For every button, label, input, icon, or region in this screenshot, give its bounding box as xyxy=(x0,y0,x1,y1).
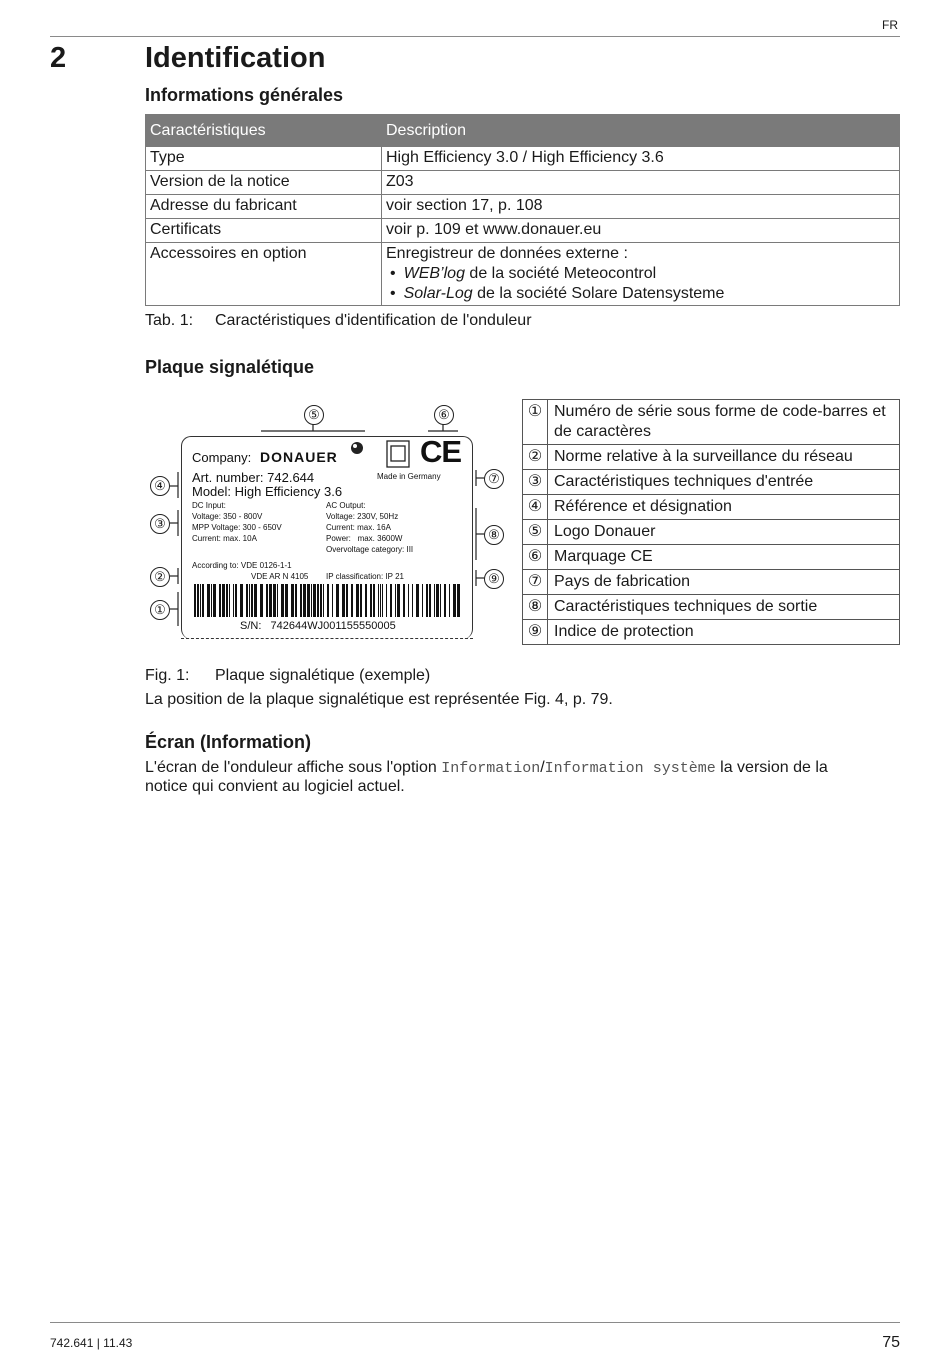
barcode-bar xyxy=(397,584,400,617)
legend-row xyxy=(523,445,900,470)
table-cell: voir section 17, p. 108 xyxy=(382,195,900,219)
paragraph-text: la version de la xyxy=(715,759,828,776)
barcode-bar xyxy=(444,584,446,617)
legend-row xyxy=(523,470,900,495)
barcode-bar xyxy=(436,584,439,617)
barcode-bar xyxy=(378,584,379,617)
general-info-heading: Informations générales xyxy=(145,85,344,105)
table-cell: Type xyxy=(146,147,382,171)
legend-row xyxy=(523,495,900,520)
legend-table xyxy=(522,399,900,645)
ip-class: IP classification: IP 21 xyxy=(326,572,404,581)
barcode-bar xyxy=(277,584,278,617)
barcode-bar xyxy=(269,584,272,617)
legend-text: Numéro de série sous forme de code-barres et de caractères xyxy=(548,400,900,445)
product-vendor: de la société Meteocontrol xyxy=(464,265,657,282)
barcode-bar xyxy=(213,584,216,617)
according-to: According to: VDE 0126-1-1 xyxy=(192,561,292,570)
serial-number: S/N: 742644WJ001155550005 xyxy=(240,620,396,632)
donauer-logo: DONAUER xyxy=(260,449,338,465)
ce-mark-icon: CE xyxy=(420,434,462,469)
barcode-bar xyxy=(327,584,329,617)
legend-number: ② xyxy=(523,445,548,470)
barcode-bar xyxy=(408,584,409,617)
path-separator: / xyxy=(540,759,545,776)
barcode-bar xyxy=(380,584,381,617)
made-in: Made in Germany xyxy=(377,472,441,481)
legend-row xyxy=(523,570,900,595)
legend-text: Logo Donauer xyxy=(548,520,900,545)
callout-7: ⑦ xyxy=(484,469,504,489)
legend-text: Indice de protection xyxy=(548,620,900,645)
ac-voltage: Voltage: 230V, 50Hz xyxy=(326,512,399,521)
callout-8: ⑧ xyxy=(484,525,504,545)
legend-number: ④ xyxy=(523,495,548,520)
barcode-bar xyxy=(370,584,372,617)
barcode-bar xyxy=(246,584,248,617)
barcode-bar xyxy=(211,584,212,617)
barcode-bar xyxy=(240,584,243,617)
menu-path-information: Information xyxy=(441,760,541,777)
barcode-bar xyxy=(356,584,359,617)
table-row xyxy=(146,147,900,171)
product-name: WEB’log xyxy=(403,265,465,282)
barcode-bar xyxy=(291,584,294,617)
barcode-bar xyxy=(226,584,228,617)
barcode-bar xyxy=(285,584,288,617)
legend-text: Norme relative à la surveillance du réseau xyxy=(548,445,900,470)
legend-text: Caractéristiques techniques d'entrée xyxy=(548,470,900,495)
legend-text: Pays de fabrication xyxy=(548,570,900,595)
legend-number: ⑧ xyxy=(523,595,548,620)
screen-heading: Écran (Information) xyxy=(145,732,312,752)
barcode-bar xyxy=(260,584,263,617)
barcode-bar xyxy=(426,584,428,617)
table-row xyxy=(146,219,900,243)
table-cell: Adresse du fabricant xyxy=(146,195,382,219)
barcode-bar xyxy=(313,584,316,617)
barcode-bar xyxy=(194,584,196,617)
legend-text: Marquage CE xyxy=(548,545,900,570)
callout-5: ⑤ xyxy=(304,405,324,425)
barcode-bar xyxy=(300,584,302,617)
barcode-bar xyxy=(273,584,276,617)
barcode-bar xyxy=(249,584,250,617)
barcode-bar xyxy=(422,584,423,617)
table-row xyxy=(146,171,900,195)
legend-number: ⑨ xyxy=(523,620,548,645)
barcode-bar xyxy=(390,584,392,617)
barcode-bar xyxy=(342,584,345,617)
company-label: Company: xyxy=(192,450,252,465)
barcode-bar xyxy=(207,584,210,617)
barcode-bar xyxy=(219,584,221,617)
table-cell xyxy=(382,243,900,306)
table-header-row xyxy=(146,115,900,147)
product-name: Solar-Log xyxy=(403,285,473,302)
screen-paragraph-line2: notice qui convient au logiciel actuel. xyxy=(145,778,405,795)
barcode-bar xyxy=(332,584,333,617)
list-item xyxy=(386,284,895,304)
legend-number: ⑥ xyxy=(523,545,548,570)
chapter-number: 2 xyxy=(50,42,67,74)
position-note: La position de la plaque signalétique est représentée Fig. 4, p. 79. xyxy=(145,691,613,708)
dc-voltage: Voltage: 350 - 800V xyxy=(192,512,263,521)
barcode-bar xyxy=(453,584,456,617)
figure-caption xyxy=(145,667,430,685)
legend-number: ① xyxy=(523,400,548,445)
plate-tear-line xyxy=(181,638,473,639)
barcode-bar xyxy=(395,584,396,617)
dc-current: Current: max. 10A xyxy=(192,534,257,543)
barcode-bar xyxy=(365,584,367,617)
table-cell: High Efficiency 3.0 / High Efficiency 3.6 xyxy=(382,147,900,171)
list-item xyxy=(386,264,895,284)
barcode-bar xyxy=(317,584,319,617)
legend-row xyxy=(523,620,900,645)
barcode-bar xyxy=(382,584,383,617)
ac-overvoltage: Overvoltage category: III xyxy=(326,545,414,554)
legend-row xyxy=(523,520,900,545)
legend-row xyxy=(523,545,900,570)
caption-text: Plaque signalétique (exemple) xyxy=(215,667,431,684)
table-caption xyxy=(145,312,532,330)
caption-text: Caractéristiques d'identification de l'onduleur xyxy=(215,312,532,329)
legend-number: ⑦ xyxy=(523,570,548,595)
barcode-bar xyxy=(360,584,362,617)
footer-rule xyxy=(50,1322,900,1323)
barcode-bar xyxy=(449,584,450,617)
barcode xyxy=(194,584,462,617)
table-row xyxy=(146,243,900,306)
table-cell: Accessoires en option xyxy=(146,243,382,306)
callout-6: ⑥ xyxy=(434,405,454,425)
callout-9: ⑨ xyxy=(484,569,504,589)
table-cell: voir p. 109 et www.donauer.eu xyxy=(382,219,900,243)
dc-title: DC Input: xyxy=(192,501,226,510)
dc-mpp: MPP Voltage: 300 - 650V xyxy=(192,523,282,532)
barcode-bar xyxy=(320,584,322,617)
vde-ar: VDE AR N 4105 xyxy=(251,572,309,581)
table-cell: Certificats xyxy=(146,219,382,243)
barcode-bar xyxy=(416,584,419,617)
barcode-bar xyxy=(351,584,353,617)
callout-2: ② xyxy=(150,567,170,587)
column-header: Caractéristiques xyxy=(146,115,382,147)
barcode-bar xyxy=(373,584,375,617)
barcode-bar xyxy=(440,584,441,617)
barcode-bar xyxy=(403,584,405,617)
barcode-bar xyxy=(251,584,253,617)
legend-text: Caractéristiques techniques de sortie xyxy=(548,595,900,620)
barcode-bar xyxy=(323,584,324,617)
barcode-bar xyxy=(233,584,234,617)
art-number: Art. number: 742.644 xyxy=(192,470,315,485)
column-header: Description xyxy=(382,115,900,147)
barcode-bar xyxy=(434,584,435,617)
ac-power: Power: max. 3600W xyxy=(326,534,403,543)
legend-row xyxy=(523,595,900,620)
barcode-bar xyxy=(346,584,348,617)
barcode-bar xyxy=(311,584,312,617)
table-row xyxy=(146,195,900,219)
barcode-bar xyxy=(295,584,297,617)
chapter-title: Identification xyxy=(145,42,326,74)
barcode-bar xyxy=(307,584,310,617)
callout-3: ③ xyxy=(150,514,170,534)
product-vendor: de la société Solare Datensysteme xyxy=(472,285,725,302)
callout-1: ① xyxy=(150,600,170,620)
legend-row xyxy=(523,400,900,445)
barcode-bar xyxy=(235,584,237,617)
barcode-bar xyxy=(281,584,284,617)
ac-current: Current: max. 16A xyxy=(326,523,391,532)
accessories-list xyxy=(386,264,895,304)
standard-mark-icon xyxy=(386,440,410,468)
barcode-bar xyxy=(202,584,204,617)
barcode-bar xyxy=(386,584,387,617)
table-cell: Version de la notice xyxy=(146,171,382,195)
barcode-bar xyxy=(429,584,431,617)
legend-text: Référence et désignation xyxy=(548,495,900,520)
legend-number: ③ xyxy=(523,470,548,495)
caption-number: Tab. 1: xyxy=(145,312,194,329)
nameplate-heading: Plaque signalétique xyxy=(145,357,315,377)
callout-4: ④ xyxy=(150,476,170,496)
document-reference: 742.641 | 11.43 xyxy=(50,1336,133,1350)
barcode-bar xyxy=(336,584,339,617)
ac-title: AC Output: xyxy=(326,501,366,510)
legend-number: ⑤ xyxy=(523,520,548,545)
accessories-intro: Enregistreur de données externe : xyxy=(386,245,628,262)
caption-number: Fig. 1: xyxy=(145,667,190,684)
menu-path-system-information: Information système xyxy=(544,760,716,777)
logo-mark-icon xyxy=(350,441,364,455)
barcode-bar xyxy=(412,584,413,617)
barcode-bar xyxy=(266,584,268,617)
identification-table xyxy=(145,114,900,306)
barcode-bar xyxy=(200,584,201,617)
barcode-bar xyxy=(303,584,306,617)
header-rule xyxy=(50,36,900,37)
page-number: 75 xyxy=(882,1334,900,1351)
model: Model: High Efficiency 3.6 xyxy=(192,484,343,499)
barcode-bar xyxy=(197,584,199,617)
barcode-bar xyxy=(229,584,230,617)
screen-paragraph xyxy=(145,759,828,777)
barcode-bar xyxy=(222,584,225,617)
barcode-bar xyxy=(254,584,257,617)
language-code: FR xyxy=(882,18,898,32)
barcode-bar xyxy=(457,584,460,617)
table-cell: Z03 xyxy=(382,171,900,195)
paragraph-text: L'écran de l'onduleur affiche sous l'option xyxy=(145,759,442,776)
